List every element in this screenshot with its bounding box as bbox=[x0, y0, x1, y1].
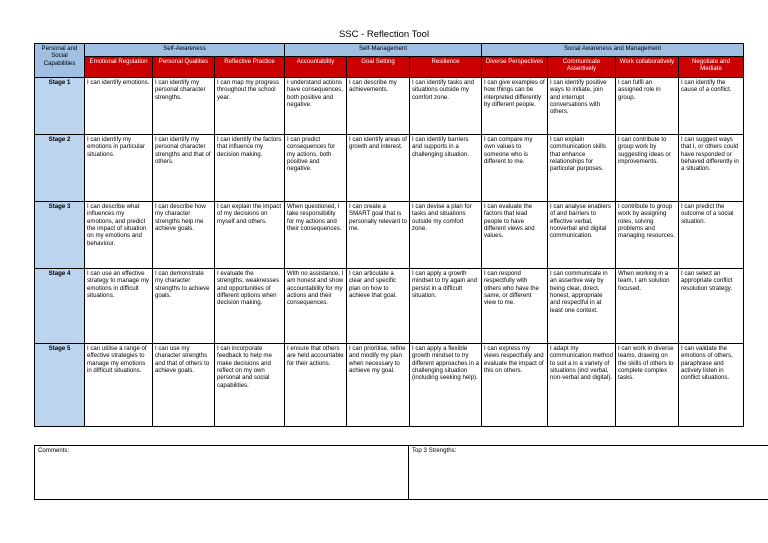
comments-box[interactable] bbox=[35, 446, 409, 500]
stage-label: Stage 4 bbox=[35, 269, 85, 344]
table-cell: I can predict the outcome of a social situation. bbox=[679, 202, 744, 269]
table-cell: I can select an appropriate conflict resolution strategy. bbox=[679, 269, 744, 344]
table-cell: I can validate the emotions of others, paraphrase and actively listen in conflict situations. bbox=[679, 344, 744, 427]
table-cell: I can map my progress throughout the school year. bbox=[215, 78, 285, 135]
table-cell: I understand actions have consequences, both positive and negative. bbox=[285, 78, 347, 135]
table-cell: I evaluate the strengths, weaknesses and opportunities of different options when decision making. bbox=[215, 269, 285, 344]
top-strengths-box[interactable] bbox=[409, 446, 768, 500]
table-cell: I can identify barriers and supports in a challenging situation. bbox=[410, 135, 482, 202]
table-cell: I can describe how my character strengths help me achieve goals. bbox=[153, 202, 215, 269]
table-cell: I adapt my communication method to suit a in a variety of situations (incl verbal, non-verbal and digital). bbox=[548, 344, 616, 427]
table-cell: I can give examples of how things can be interpreted differently by different people. bbox=[482, 78, 548, 135]
stage-label: Stage 3 bbox=[35, 202, 85, 269]
stage-label: Stage 1 bbox=[35, 78, 85, 135]
table-row bbox=[35, 78, 744, 135]
table-cell: I can devise a plan for tasks and situations outside my comfort zone. bbox=[410, 202, 482, 269]
table-cell: I can explain communication skills that enhance relationships for particular purposes. bbox=[548, 135, 616, 202]
table-cell: I can use an effective strategy to manage my emotions in difficult situations. bbox=[85, 269, 153, 344]
column-header: Reflective Practice bbox=[215, 57, 285, 78]
column-header: Diverse Perspectives bbox=[482, 57, 548, 78]
table-cell: I can incorporate feedback to help me make decisions and reflect on my own personal and social capabilities. bbox=[215, 344, 285, 427]
table-cell: I can use my character strengths and that of others to achieve goals. bbox=[153, 344, 215, 427]
table-row bbox=[35, 344, 744, 427]
table-cell: I can predict consequences for my actions, both positive and negative. bbox=[285, 135, 347, 202]
comments-label: Comments: bbox=[38, 447, 70, 454]
table-cell: With no assistance, I am honest and show accountability for my actions and their consequences. bbox=[285, 269, 347, 344]
table-cell: I contribute to group work by assigning roles, solving problems and managing resources. bbox=[616, 202, 679, 269]
table-cell: I can identify tasks and situations outside my comfort zone. bbox=[410, 78, 482, 135]
table-cell: I can explain the impact of my decisions on myself and others. bbox=[215, 202, 285, 269]
table-cell: I can identify my personal character strengths and that of others. bbox=[153, 135, 215, 202]
reflection-table bbox=[34, 43, 744, 427]
column-header: Personal Qualities bbox=[153, 57, 215, 78]
table-row bbox=[35, 269, 744, 344]
group-self-awareness: Self-Awareness bbox=[85, 44, 285, 57]
table-cell: I can articulate a clear and specific plan on how to achieve that goal. bbox=[347, 269, 410, 344]
table-cell: I can respond respectfully with others who have the same, or different view to me. bbox=[482, 269, 548, 344]
stage-label: Stage 5 bbox=[35, 344, 85, 427]
table-cell: I can identify the factors that influence my decision making. bbox=[215, 135, 285, 202]
table-cell: When working in a team, I am solution focused. bbox=[616, 269, 679, 344]
column-header: Goal Setting bbox=[347, 57, 410, 78]
table-cell: I can identify my emotions in particular situations. bbox=[85, 135, 153, 202]
top-strengths-label: Top 3 Strengths: bbox=[412, 447, 457, 454]
table-cell: When questioned, I take responsibility for my actions and their consequences. bbox=[285, 202, 347, 269]
column-header: Accountability bbox=[285, 57, 347, 78]
table-cell: I can create a SMART goal that is personally relevant to me. bbox=[347, 202, 410, 269]
column-header: Resilience bbox=[410, 57, 482, 78]
reflection-footer bbox=[34, 445, 768, 500]
column-header: Communicate Assertively bbox=[548, 57, 616, 78]
table-cell: I can communicate in an assertive way by being clear, direct, honest, appropriate and respectful in at least one context. bbox=[548, 269, 616, 344]
table-cell: I can compare my own values to someone who is different to me. bbox=[482, 135, 548, 202]
table-cell: I can demonstrate my character strengths to achieve goals. bbox=[153, 269, 215, 344]
table-cell: I can apply a growth mindset to try again and persist in a difficult situation. bbox=[410, 269, 482, 344]
table-cell: I can prioritise, refine and modify my plan when necessary to achieve my goal. bbox=[347, 344, 410, 427]
group-social-awareness: Social Awareness and Management bbox=[482, 44, 744, 57]
capabilities-corner-label: Personal and Social Capabilities bbox=[35, 44, 85, 78]
table-cell: I can identify positive ways to initiate, join and interrupt conversations with others. bbox=[548, 78, 616, 135]
table-cell: I can work in diverse teams, drawing on the skills of others to complete complex tasks. bbox=[616, 344, 679, 427]
page-title: SSC - Reflection Tool bbox=[338, 29, 430, 40]
group-self-management: Self-Management bbox=[285, 44, 482, 57]
column-header: Work collaboratively bbox=[616, 57, 679, 78]
table-cell: I can express my views respectfully and evaluate the impact of this on others. bbox=[482, 344, 548, 427]
table-cell: I can identify my personal character strengths. bbox=[153, 78, 215, 135]
table-cell: I can utilise a range of effective strategies to manage my emotions in difficult situations. bbox=[85, 344, 153, 427]
table-row bbox=[35, 135, 744, 202]
table-cell: I can evaluate the factors that lead people to have different views and values. bbox=[482, 202, 548, 269]
table-row bbox=[35, 202, 744, 269]
table-cell: I can analyse enablers of and barriers to effective verbal, nonverbal and digital communication. bbox=[548, 202, 616, 269]
table-cell: I can identify areas of growth and interest. bbox=[347, 135, 410, 202]
table-cell: I can describe what influences my emotions, and predict the impact of situation on my emotions and behaviour. bbox=[85, 202, 153, 269]
table-cell: I can suggest ways that I, or others could have responded or behaved differently in a situation. bbox=[679, 135, 744, 202]
stage-label: Stage 2 bbox=[35, 135, 85, 202]
table-cell: I can identify emotions. bbox=[85, 78, 153, 135]
table-cell: I can identify the cause of a conflict. bbox=[679, 78, 744, 135]
table-cell: I can describe my achievements. bbox=[347, 78, 410, 135]
table-cell: I can fulfil an assigned role in group. bbox=[616, 78, 679, 135]
table-cell: I can apply a flexible growth mindset to try different approaches in a challenging situation (including seeking help). bbox=[410, 344, 482, 427]
column-header: Negotiate and Mediate bbox=[679, 57, 744, 78]
table-cell: I ensure that others are held accountable for their actions. bbox=[285, 344, 347, 427]
column-header: Emotional Regulation bbox=[85, 57, 153, 78]
table-cell: I can contribute to group work by suggesting ideas or improvements. bbox=[616, 135, 679, 202]
